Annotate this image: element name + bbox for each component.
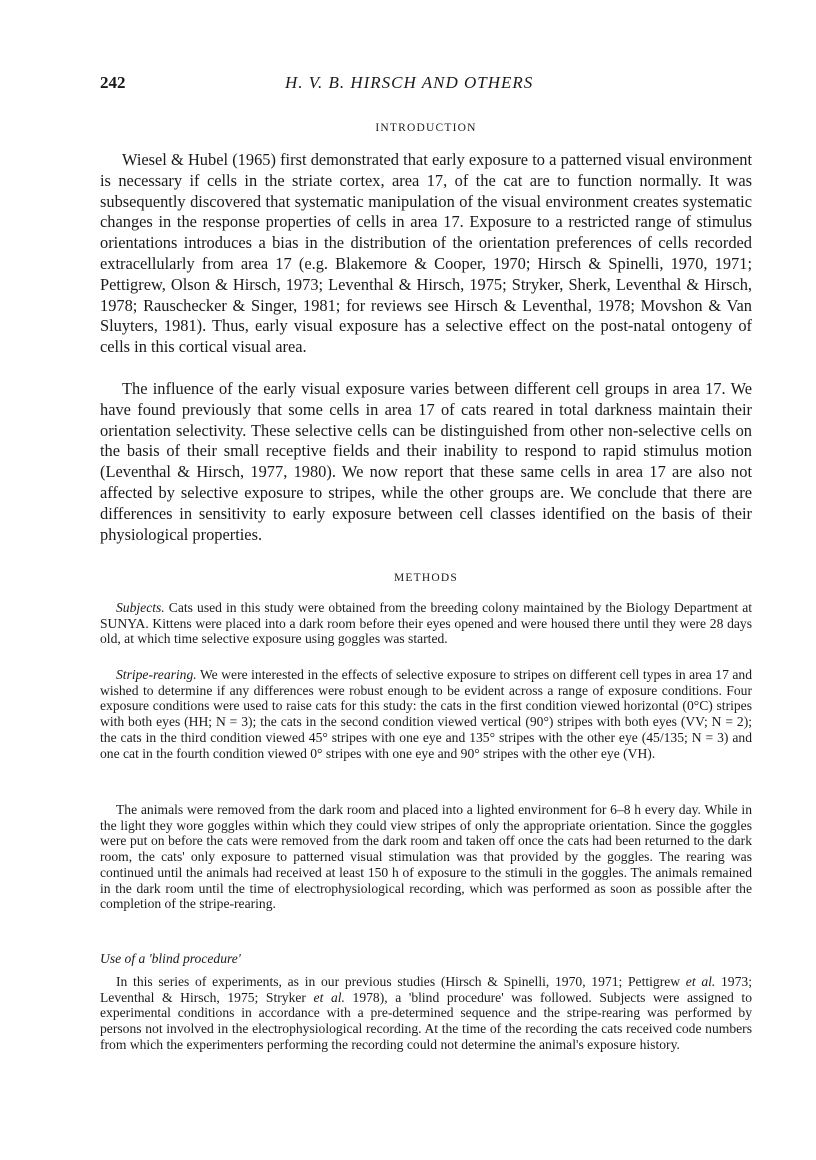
introduction-heading: INTRODUCTION — [375, 122, 477, 134]
subjects-text: Cats used in this study were obtained from the breeding colony maintained by the Biology Department at SUNYA. Kittens were placed into a dark room before their eyes opened and were housed there until they were 28 days old, at which time selective exposure using goggles was started. — [100, 600, 752, 647]
blind-procedure-heading: Use of a 'blind procedure' — [100, 951, 241, 966]
subjects-label: Subjects. — [116, 600, 165, 615]
page-header — [100, 73, 752, 95]
et-al-2: et al. — [313, 989, 345, 1005]
blind-text-part-1: In this series of experiments, as in our previous studies (Hirsch & Spinelli, 1970, 1971; Pettigrew — [116, 974, 686, 989]
introduction-paragraph-1: Wiesel & Hubel (1965) first demonstrated that early exposure to a patterned visual environment is necessary if cells in the striate cortex, area 17, of the cat are to function normally. It was subsequently discovered that systematic manipulation of the visual environment creates systematic changes in the response properties of cells in area 17. Exposure to a restricted range of stimulus orientations introduces a bias in the distribution of the orientation preferences of cells recorded extracellularly from area 17 (e.g. Blakemore & Cooper, 1970; Hirsch & Spinelli, 1970, 1971; Pettigrew, Olson & Hirsch, 1973; Leventhal & Hirsch, 1975; Stryker, Sherk, Leventhal & Hirsch, 1978; Rauschecker & Singer, 1981; for reviews see Hirsch & Leventhal, 1978; Movshon & Van Sluyters, 1981). Thus, early visual exposure has a selective effect on the post-natal ontogeny of cells in this cortical visual area. — [100, 150, 752, 357]
stripe-rearing-paragraph — [100, 667, 752, 761]
page-number: 242 — [100, 73, 126, 92]
blind-text-part-3: 1978), a 'blind procedure' was followed. Subjects were assigned to experimental conditions in accordance with a pre-determined sequence and the stripe-rearing was performed by persons not involved in the electrophysiological recording. At the time of the recording the cats received code numbers from which the experimenters performing the recording could not determine the animal's exposure history. — [100, 989, 752, 1052]
blind-text-part-2: 1973; Leventhal & Hirsch, 1975; Stryker — [100, 974, 752, 1005]
introduction-paragraph-2: The influence of the early visual exposure varies between different cell groups in area 17. We have found previously that some cells in area 17 of cats reared in total darkness maintain their orientation selectivity. These selective cells can be distinguished from other non-selective cells on the basis of their small receptive fields and their inability to respond to rapid stimulus motion (Leventhal & Hirsch, 1977, 1980). We now report that these same cells in area 17 are also not affected by selective exposure to stripes, while the other groups are. We conclude that there are differences in sensitivity to early exposure between cell classes identified on the basis of their physiological properties. — [100, 379, 752, 544]
stripe-rearing-label: Stripe-rearing. — [116, 667, 197, 682]
blind-procedure-paragraph — [100, 974, 752, 1053]
subjects-paragraph — [100, 600, 752, 647]
stripe-rearing-text: We were interested in the effects of selective exposure to stripes on different cell types in area 17 and wished to determine if any differences were robust enough to be evident across a range of exposure conditions. Four exposure conditions were used to raise cats for this study: the cats in the first condition viewed horizontal (0°C) stripes with both eyes (HH; N = 3); the cats in the second condition viewed vertical (90°) stripes with both eyes (VV; N = 2); the cats in the third condition viewed 45° stripes with one eye and 135° stripes with the other eye (45/135; N = 3) and one cat in the fourth condition viewed 0° stripes with one eye and 90° stripes with the other eye (VH). — [100, 667, 752, 761]
methods-heading: METHODS — [394, 572, 458, 584]
running-head: H. V. B. HIRSCH AND OTHERS — [285, 73, 534, 92]
animals-paragraph: The animals were removed from the dark room and placed into a lighted environment for 6–8 h every day. While in the light they wore goggles within which they could view stripes of only the appropriate orientation. Since the goggles were put on before the cats were removed from the dark room and taken off once the cats had been returned to the dark room, the cats' only exposure to patterned visual stimulation was that provided by the goggles. The rearing was continued until the animals had received at least 150 h of exposure to the stimuli in the goggles. The animals remained in the dark room until the time of electrophysiological recording, which was performed as soon as possible after the completion of the stripe-rearing. — [100, 802, 752, 912]
et-al-1: et al. — [685, 974, 716, 989]
